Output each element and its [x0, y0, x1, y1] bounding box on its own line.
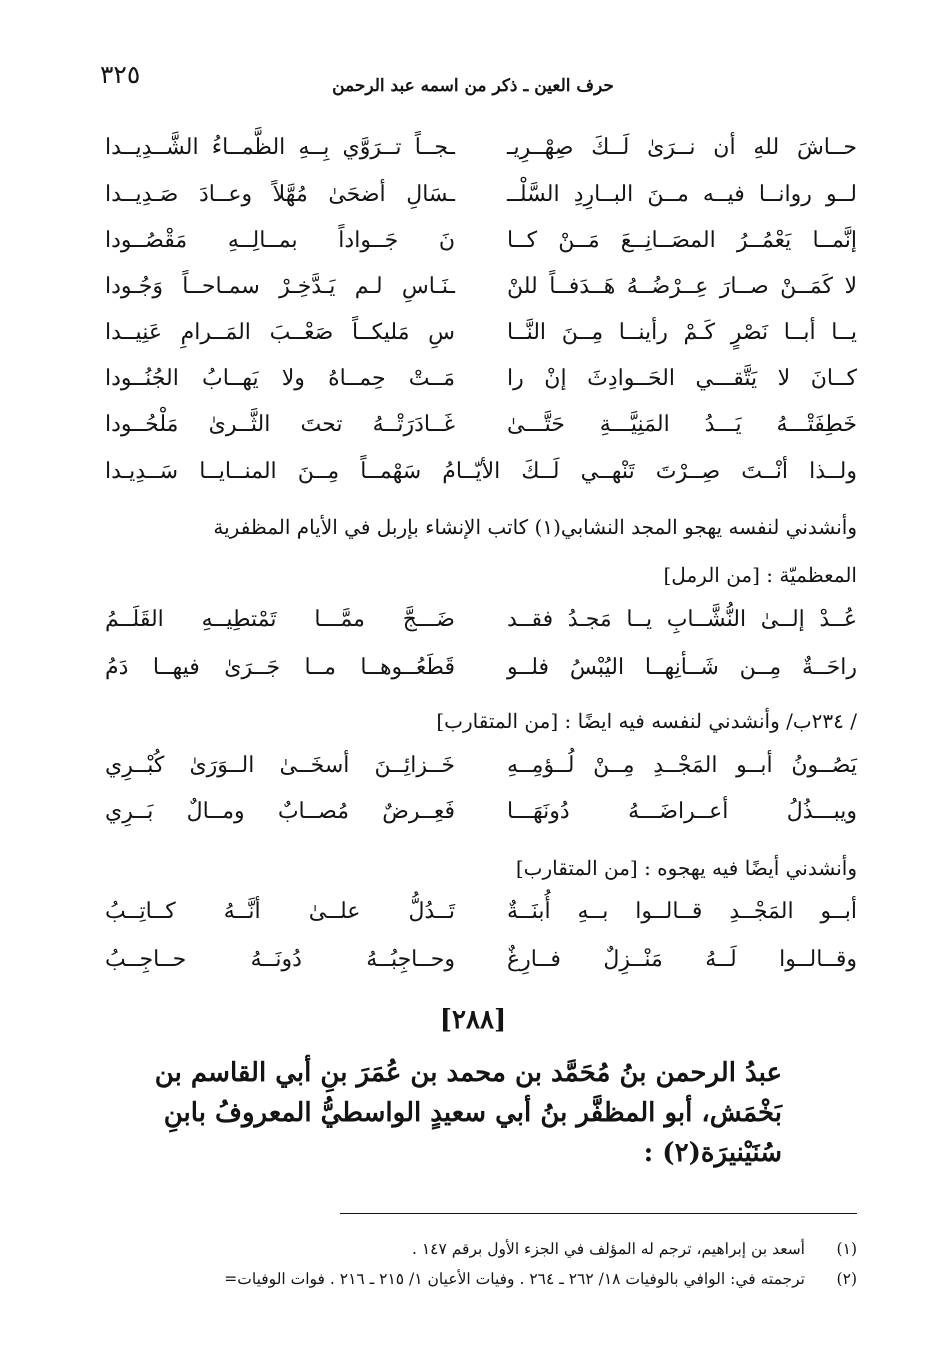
verse-line — [105, 648, 857, 688]
second-hemistich: قَطَعُــوهــا مــا جَــرَىٰ فيهــا دَمُ — [105, 655, 455, 680]
first-hemistich: حــاشَ للهِ أن نــرَىٰ لَــكَ صِهْــرِيـ — [507, 135, 857, 160]
second-hemistich: غَــادَرَتْــهُ تحتَ الثَّــرىٰ مَلْحُــودا — [105, 412, 455, 437]
entry-title-line: سُنَيْنيرَة(٢) : — [643, 1138, 782, 1168]
second-hemistich: وحــاجِبُــهُ دُونَــهُ حــاجِــبُ — [105, 947, 455, 972]
first-hemistich: وقــالــوا لَــهُ مَنْــزِلٌ فــارِغٌ — [507, 947, 857, 972]
footnote-text: أسعد بن إبراهيم، ترجم له المؤلف في الجزء الأول برقم ١٤٧ . — [411, 1240, 805, 1258]
second-hemistich: ضَـــجَّ ممَّـــا تَمْتطِيــهِ القَلَــمُ — [105, 607, 455, 632]
first-hemistich: عُــدْ إلــىٰ النُّشَّــابِ يــا مَجـدُ فقــد — [507, 607, 857, 632]
first-hemistich: راحَــةٌ مِــن شَــأنِهــا اليُبْسُ فلــو — [507, 655, 857, 680]
first-hemistich: يَصُــونُ أبــو المَجْــدِ مِــنْ لُــؤمِــهِ — [507, 753, 857, 778]
second-hemistich: نَ جَــواداً بمــالِــهِ مَقْصُــودا — [105, 228, 455, 253]
footnote-separator — [340, 1213, 857, 1214]
first-hemistich: لا كَمَــنْ صــارَ عِــرْضُــهُ هَــدَفــاً للنْ — [507, 274, 857, 299]
second-hemistich: ـنَـاسِ لـم يَـدَّخِـرْ سمـاحــاً وَجُـودا — [105, 274, 455, 299]
verse-line — [105, 221, 857, 261]
verse-line — [105, 175, 857, 215]
prose-line: / ٢٣٤ب/ وأنشدني لنفسه فيه ايضًا : [من المتقارب] — [436, 709, 857, 733]
first-hemistich: إنَّمــا يَعْمُــرُ المصَــانِــعَ مَــنْ كــا — [507, 228, 857, 253]
verse-line — [105, 792, 857, 832]
first-hemistich: لــو روانــا فيــه مــنَ البــارِدِ السَّلْــ — [507, 182, 857, 207]
first-hemistich: كــانَ لا يَتَّقـــي الحَــوادِثَ إنْ را — [507, 366, 857, 391]
second-hemistich: فَعِــرضٌ مُصــابٌ ومــالٌ بَــرِي — [105, 799, 455, 824]
prose-line: المعظميّة : [من الرمل] — [663, 563, 857, 587]
verse-line — [105, 600, 857, 640]
verse-full-line: ولــذا أنْــتَ صِــرْتَ تَنْهــي لَــكَ الأيّــامُ سَهْمــاً مِــنَ المنــايــا سَــدِيـدا — [105, 459, 857, 484]
footnote-text: ترجمته في: الوافي بالوفيات ١٨/ ٢٦٢ ـ ٢٦٤ . وفيات الأعيان ١/ ٢١٥ ـ ٢١٦ . فوات الوفيات= — [224, 1270, 805, 1288]
verse-line — [105, 940, 857, 980]
footnote — [105, 1268, 857, 1290]
second-hemistich: سِ مَليكــاً صَعْــبَ المَــرامِ عَنِيــدا — [105, 320, 455, 345]
running-head: حرف العين ـ ذكر من اسمه عبد الرحمن — [332, 76, 614, 96]
first-hemistich: أبــو المَجْــدِ قــالــوا بــهِ أُبنَــةٌ — [507, 899, 857, 924]
first-hemistich: يــا أبــا نَصْرٍ كَـمْ رأينــا مِــنَ النَّــا — [507, 320, 857, 345]
prose-line: وأنشدني لنفسه يهجو المجد النشابي(١) كاتب الإنشاء بإربل في الأيام المظفرية — [213, 515, 857, 539]
verse-line — [105, 359, 857, 399]
verse-line — [105, 405, 857, 445]
entry-number: [٢٨٨] — [439, 1005, 507, 1035]
second-hemistich: ـسَالِ أضحَىٰ مُهَّلاً وعــادَ صَـدِيــدا — [105, 182, 455, 207]
footnote-number: (١) — [836, 1240, 857, 1258]
footnote-number: (٢) — [836, 1270, 857, 1288]
first-hemistich: ويبـــذُلُ أعــراضَـــهُ دُونَهَـــا — [507, 799, 857, 824]
verse-line — [105, 746, 857, 786]
verse-line — [105, 128, 857, 168]
verse-line — [105, 892, 857, 932]
second-hemistich: ـجــاً تــرَوَّي بِــهِ الظَّمــاءُ الشَّــدِيــدا — [105, 135, 455, 160]
second-hemistich: تَــدُلُّ علــىٰ أنَّــهُ كــاتِــبُ — [105, 899, 455, 924]
second-hemistich: خَــزائِــنَ أسخَــىٰ الــوَرَىٰ كُبْــرِي — [105, 753, 455, 778]
entry-title-line: بَخْمَش، أبو المظفَّر بنُ أبي سعيدٍ الواسطيُّ المعروفُ بابنِ — [163, 1098, 782, 1128]
second-hemistich: مَــتْ حِمــاهُ ولا يَهــابُ الجُنُــودا — [105, 366, 455, 391]
page-number: ٣٢٥ — [100, 60, 141, 89]
verse-line — [105, 267, 857, 307]
footnote — [105, 1238, 857, 1260]
prose-line: وأنشدني أيضًا فيه يهجوه : [من المتقارب] — [515, 856, 857, 880]
verse-line — [105, 313, 857, 353]
entry-title-line: عبدُ الرحمن بنُ مُحَمَّد بن محمد بن عُمَرَ بنِ أبي القاسم بن — [154, 1058, 782, 1088]
first-hemistich: خَطِفَتْـــهُ يَـــدُ المَنِيَّـــةِ حَتَّـــىٰ — [507, 412, 857, 437]
